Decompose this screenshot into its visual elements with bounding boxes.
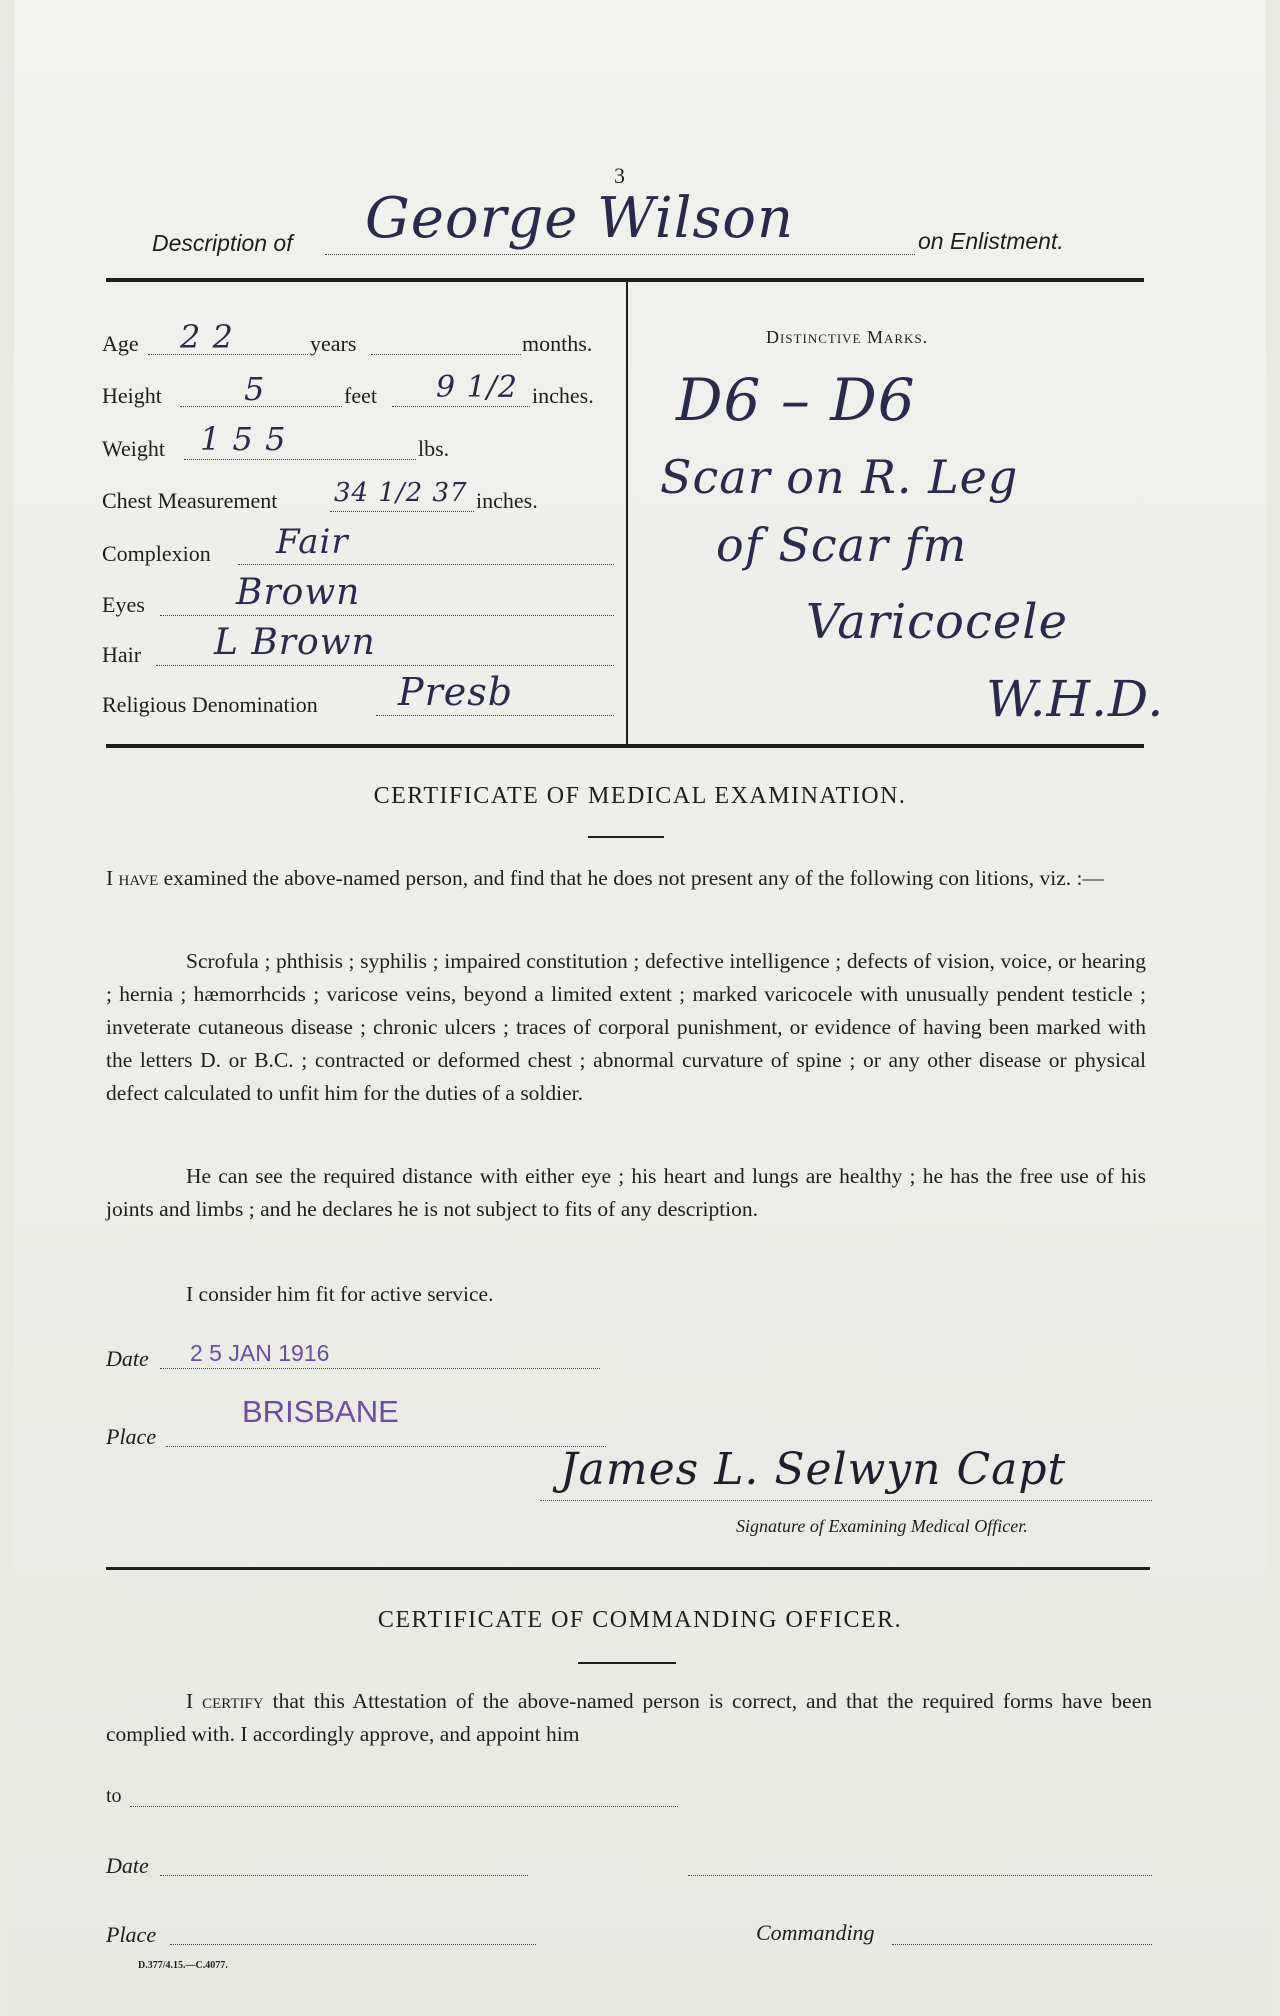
header-suffix: on Enlistment.: [918, 228, 1064, 254]
chest-label: Chest Measurement: [102, 488, 278, 513]
chest-unit: inches.: [476, 488, 538, 513]
hair-value: L Brown: [214, 622, 376, 663]
complexion-value: Fair: [276, 522, 349, 562]
feet-label: feet: [344, 383, 377, 408]
height-feet: 5: [244, 370, 266, 408]
chest-value: 34 1/2 37: [334, 478, 468, 508]
commanding-heading: CERTIFICATE OF COMMANDING OFFICER.: [377, 1607, 903, 1633]
medical-place-stamp: BRISBANE: [242, 1394, 399, 1429]
medical-heading: CERTIFICATE OF MEDICAL EXAMINATION.: [373, 783, 907, 809]
medical-heading-rule: [588, 836, 664, 838]
section-divider: [106, 1567, 1150, 1570]
medical-officer-signature: James L. Selwyn Capt: [560, 1444, 1067, 1495]
medical-intro-lead: I have: [106, 866, 159, 890]
medical-intro: [106, 862, 1146, 895]
table-divider: [626, 282, 628, 744]
marks-line-2: Scar on R. Leg: [660, 450, 1019, 504]
page-number: 3: [614, 163, 625, 188]
religion-value: Presb: [398, 670, 514, 714]
medical-date-stamp: 2 5 JAN 1916: [190, 1340, 330, 1366]
complexion-label: Complexion: [102, 541, 211, 566]
marks-initials: W.H.D.: [986, 670, 1165, 728]
marks-line-3: of Scar fm: [716, 518, 968, 572]
table-top-rule: [106, 278, 1144, 282]
hair-label: Hair: [102, 642, 142, 667]
commanding-certify: [106, 1685, 1152, 1751]
height-inches: 9 1/2: [436, 370, 518, 405]
years-label: years: [310, 331, 357, 356]
weight-value: 1 5 5: [200, 420, 287, 458]
weight-label: Weight: [102, 436, 165, 461]
marks-heading: Distinctive Marks.: [766, 327, 929, 347]
marks-line-4: Varicocele: [806, 594, 1068, 650]
medical-vision: He can see the required distance with either eye ; his heart and lungs are healthy ; he has the free use of his joints and limbs ; and he declares he is not subject to fits of any description.: [106, 1164, 1146, 1221]
medical-fitness: I consider him fit for active service.: [186, 1282, 494, 1306]
print-code: D.377/4.15.—C.4077.: [138, 1960, 228, 1971]
commanding-certify-text: that this Attestation of the above-named person is correct, and that the required forms have been complied with. I accordingly approve, and appoint him: [106, 1689, 1153, 1746]
enlistee-name: George Wilson: [365, 186, 795, 251]
inches-label: inches.: [532, 383, 594, 408]
commanding-place-label: Place: [106, 1922, 157, 1947]
medical-conditions: Scrofula ; phthisis ; syphilis ; impaired constitution ; defective intelligence ; defects of vision, voice, or hearing ; hernia ; hæmorrhcids ; varicose veins, beyond a limited extent ; marked varicocele with unusually pendent testicle ; inveterate cutaneous disease ; chronic ulcers ; traces of corporal punishment, or evidence of having been marked with the letters D. or B.C. ; contracted or deformed chest ; abnormal curvature of spine ; or any other disease or physical defect calculated to unfit him for the duties of a soldier.: [106, 949, 1146, 1105]
commanding-date-label: Date: [106, 1853, 149, 1878]
eyes-value: Brown: [236, 572, 361, 613]
medical-date-label: Date: [106, 1346, 149, 1371]
months-label: months.: [522, 331, 593, 356]
signature-caption: Signature of Examining Medical Officer.: [736, 1516, 1028, 1536]
table-bottom-rule: [106, 744, 1144, 748]
lbs-label: lbs.: [418, 436, 450, 461]
commanding-heading-rule: [578, 1662, 676, 1664]
age-label: Age: [102, 331, 139, 356]
religion-label: Religious Denomination: [102, 692, 318, 717]
eyes-label: Eyes: [102, 592, 145, 617]
medical-place-label: Place: [106, 1424, 157, 1449]
marks-line-1: D6 – D6: [676, 366, 916, 434]
commanding-certify-lead: I certify: [186, 1689, 264, 1713]
medical-intro-text: examined the above-named person, and find that he does not present any of the following con litions, viz. :—: [163, 866, 1105, 890]
age-value: 2 2: [180, 318, 234, 356]
commanding-label: Commanding: [756, 1920, 875, 1945]
header-prefix: Description of: [152, 230, 293, 256]
height-label: Height: [102, 383, 162, 408]
appoint-to-label: to: [106, 1785, 122, 1807]
